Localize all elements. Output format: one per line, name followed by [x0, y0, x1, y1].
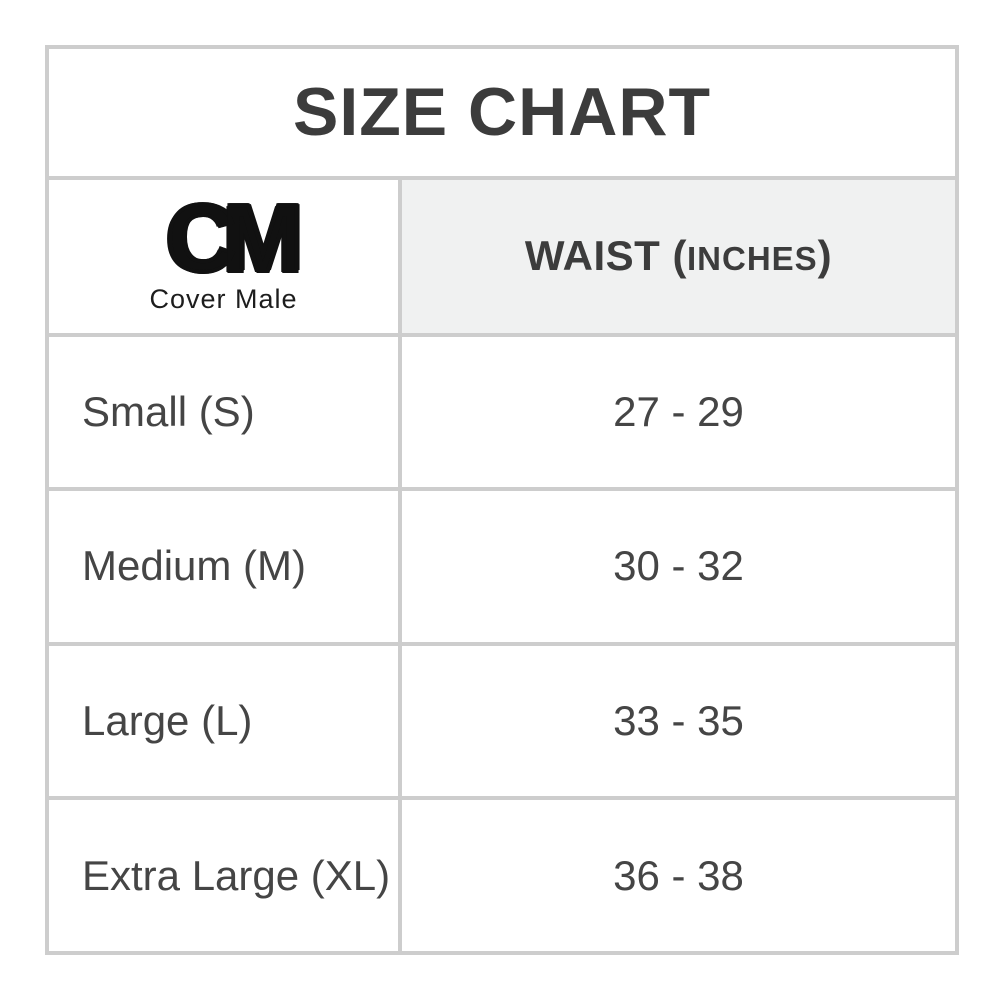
waist-header-main: WAIST (	[524, 232, 687, 280]
size-row	[47, 335, 957, 490]
header-row	[47, 178, 957, 335]
brand-logo-name: Cover Male	[149, 284, 298, 315]
size-chart-table	[45, 45, 959, 955]
size-label: Extra Large (XL)	[47, 798, 400, 953]
size-row	[47, 644, 957, 799]
waist-value: 36 - 38	[400, 798, 957, 953]
size-label: Small (S)	[47, 335, 400, 490]
waist-column-header	[400, 178, 957, 335]
page-title: SIZE CHART	[47, 47, 957, 178]
waist-header-unit: INCHES	[686, 240, 818, 278]
size-rows-body	[47, 335, 957, 953]
waist-header-close-paren: )	[817, 232, 833, 280]
title-row	[47, 47, 957, 178]
brand-logo-initials: CM	[166, 184, 291, 292]
waist-value: 27 - 29	[400, 335, 957, 490]
size-row	[47, 489, 957, 644]
size-label: Medium (M)	[47, 489, 400, 644]
waist-value: 30 - 32	[400, 489, 957, 644]
waist-value: 33 - 35	[400, 644, 957, 799]
brand-logo-cell	[47, 178, 400, 335]
size-label: Large (L)	[47, 644, 400, 799]
size-row	[47, 798, 957, 953]
